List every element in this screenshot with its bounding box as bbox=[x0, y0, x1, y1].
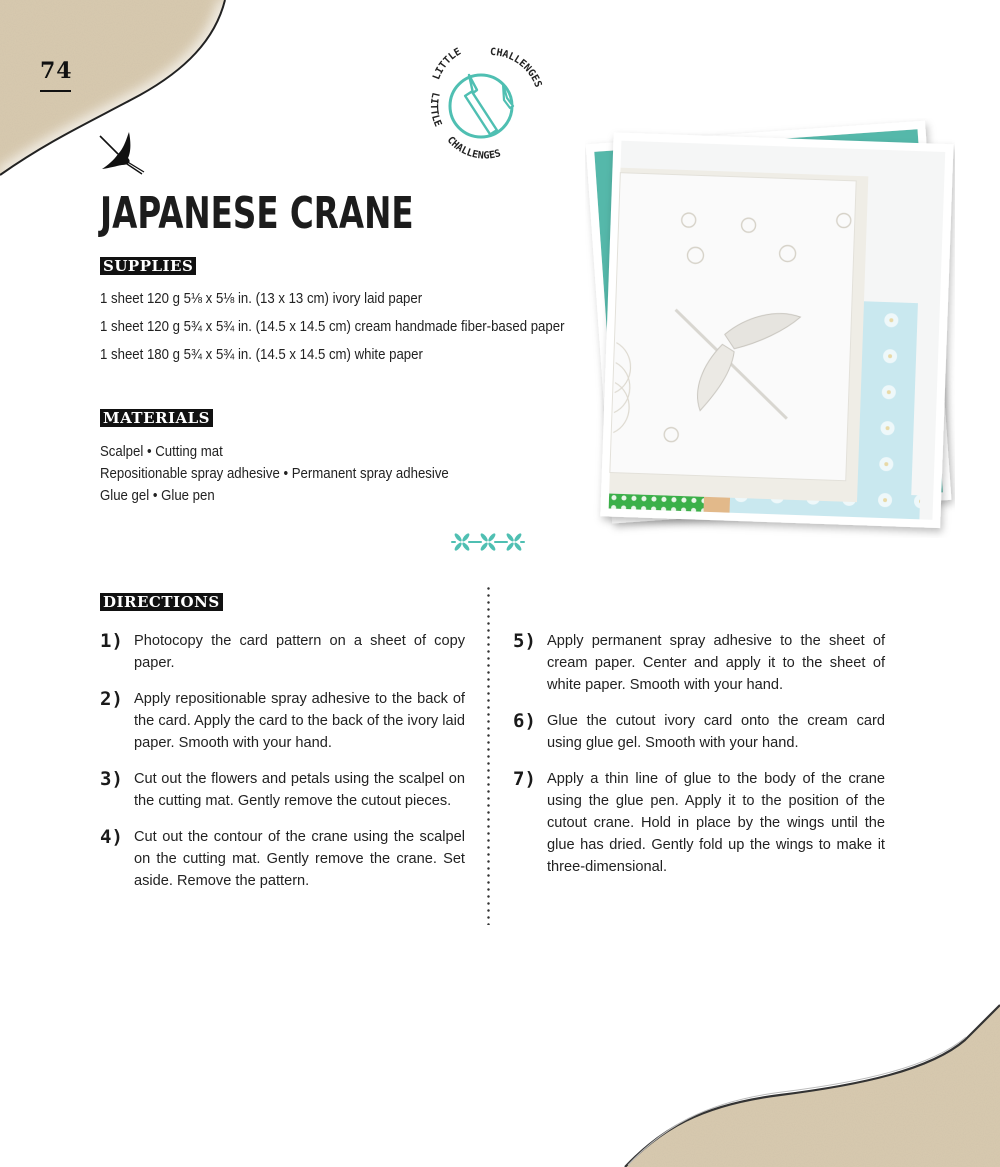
step-number: 7) bbox=[513, 768, 536, 790]
crane-icon bbox=[98, 132, 146, 176]
page-number: 74 bbox=[40, 58, 73, 84]
finished-card-photo bbox=[585, 118, 955, 538]
supplies-label: SUPPLIES bbox=[100, 257, 196, 275]
material-item: Scalpel • Cutting mat bbox=[100, 443, 223, 460]
step-number: 1) bbox=[100, 630, 123, 652]
directions-column-left bbox=[100, 630, 465, 906]
supply-item: 1 sheet 120 g 5¾ x 5¾ in. (14.5 x 14.5 cm) cream handmade fiber-based paper bbox=[100, 318, 565, 335]
page-number-underline bbox=[40, 90, 71, 92]
supplies-list bbox=[100, 288, 628, 372]
step-text: Apply a thin line of glue to the body of the crane using the glue pen. Apply it to the position of the cutout crane. Hold in place by the wings until the glue has dried. Gently fold up the wings to make it three-dimensional. bbox=[547, 771, 885, 875]
directions-label: DIRECTIONS bbox=[100, 593, 223, 611]
step-text: Cut out the contour of the crane using the scalpel on the cutting mat. Gently remove the crane. Set aside. Remove the pattern. bbox=[134, 829, 465, 889]
materials-label: MATERIALS bbox=[100, 409, 213, 427]
step-text: Apply repositionable spray adhesive to the back of the card. Apply the card to the back of the ivory laid paper. Smooth with your hand. bbox=[134, 691, 465, 751]
svg-text:CHALLENGES: CHALLENGES bbox=[489, 46, 544, 90]
direction-step bbox=[100, 768, 465, 812]
page-title: JAPANESE CRANE bbox=[100, 188, 414, 239]
directions-column-right bbox=[513, 630, 885, 892]
materials-list bbox=[100, 441, 496, 507]
step-text: Cut out the flowers and petals using the scalpel on the cutting mat. Gently remove the cutout pieces. bbox=[134, 771, 465, 809]
step-number: 2) bbox=[100, 688, 123, 710]
step-number: 6) bbox=[513, 710, 536, 732]
supply-item: 1 sheet 120 g 5⅛ x 5⅛ in. (13 x 13 cm) ivory laid paper bbox=[100, 290, 423, 307]
material-item: Glue gel • Glue pen bbox=[100, 487, 215, 504]
little-challenges-badge-icon bbox=[415, 40, 545, 170]
svg-text:CHALLENGES: CHALLENGES bbox=[444, 134, 503, 162]
direction-step bbox=[100, 630, 465, 674]
direction-step bbox=[513, 710, 885, 754]
step-number: 3) bbox=[100, 768, 123, 790]
dotted-column-divider bbox=[487, 585, 490, 925]
step-number: 5) bbox=[513, 630, 536, 652]
material-item: Repositionable spray adhesive • Permanent spray adhesive bbox=[100, 465, 449, 482]
supply-item: 1 sheet 180 g 5¾ x 5¾ in. (14.5 x 14.5 cm) white paper bbox=[100, 346, 423, 363]
step-text: Photocopy the card pattern on a sheet of copy paper. bbox=[134, 633, 465, 671]
flower-ornament-divider-icon bbox=[448, 530, 528, 554]
step-number: 4) bbox=[100, 826, 123, 848]
svg-text:LITTLE: LITTLE bbox=[427, 91, 444, 129]
step-text: Glue the cutout ivory card onto the cream card using glue gel. Smooth with your hand. bbox=[547, 713, 885, 751]
step-text: Apply permanent spray adhesive to the sheet of cream paper. Center and apply it to the sheet of white paper. Smooth with your hand. bbox=[547, 633, 885, 693]
direction-step bbox=[513, 768, 885, 878]
svg-text:LITTLE: LITTLE bbox=[431, 46, 464, 82]
direction-step bbox=[100, 826, 465, 892]
direction-step bbox=[513, 630, 885, 696]
direction-step bbox=[100, 688, 465, 754]
